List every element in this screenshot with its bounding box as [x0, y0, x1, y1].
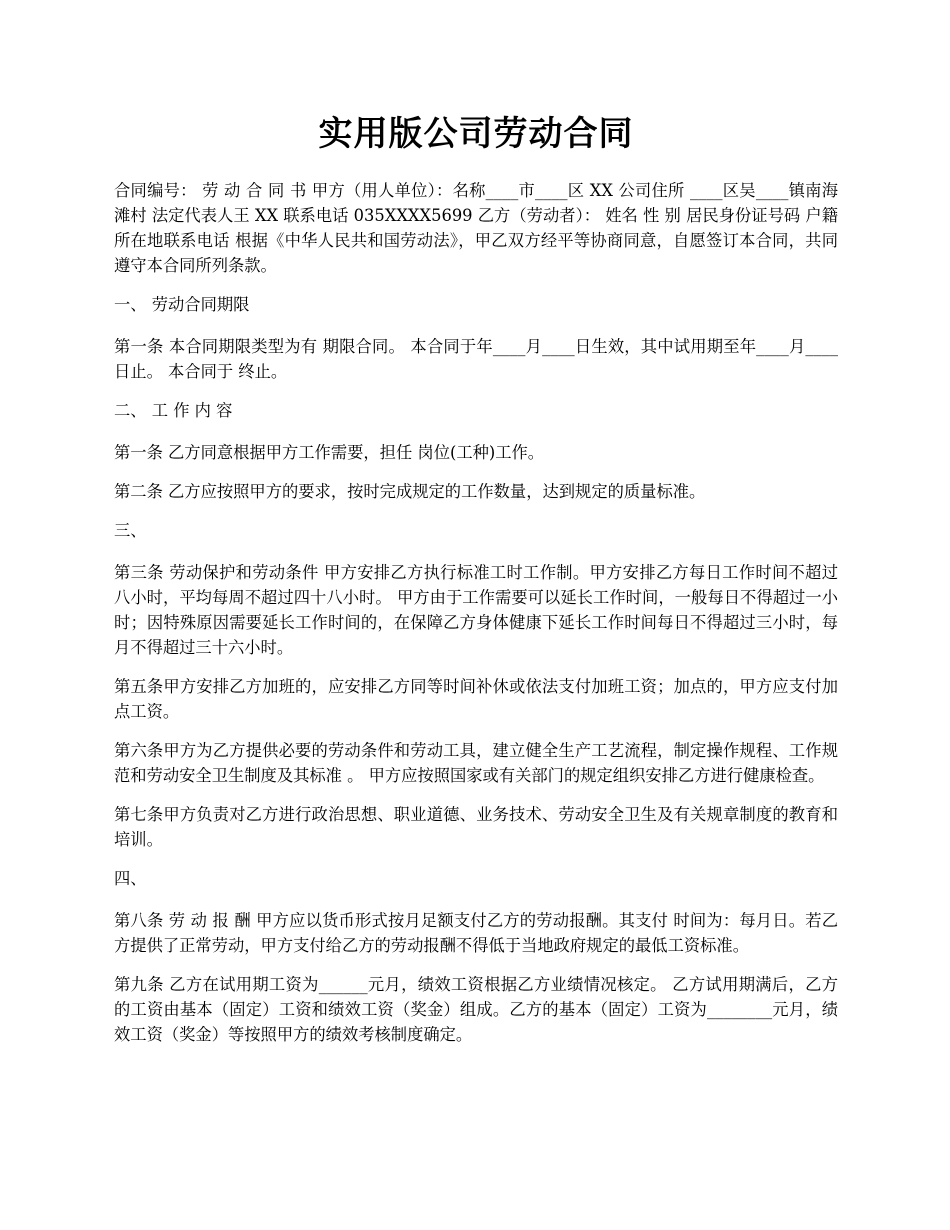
preamble-paragraph: 合同编号： 劳 动 合 同 书 甲方（用人单位）：名称____市____区 XX 公司住所 ____区吴____镇南海滩村 法定代表人王 XX 联系电话 035XXXX5699 乙方（劳动者）： 姓名 性 别 居民身份证号码 户籍所在地联系电话 根据《中华人民共和国劳动法》，甲乙双方经平等协商同意，自愿签订本合同，共同遵守本合同所列条款。	[114, 181, 838, 275]
article-paragraph: 第三条 劳动保护和劳动条件 甲方安排乙方执行标准工时工作制。甲方安排乙方每日工作时间不超过八小时，平均每周不超过四十八小时。 甲方由于工作需要可以延长工作时间，一般每日不得超过一小时；因特殊原因需要延长工作时间的，在保障乙方身体健康下延长工作时间每日不得超过三小时，每月不得超过三十六小时。	[114, 563, 838, 657]
article-paragraph: 第五条甲方安排乙方加班的，应安排乙方同等时间补休或依法支付加班工资；加点的，甲方应支付加点工资。	[114, 677, 838, 721]
section-heading-3: 三、	[114, 521, 147, 540]
article-paragraph: 第九条 乙方在试用期工资为______元月，绩效工资根据乙方业绩情况核定。 乙方试用期满后，乙方的工资由基本（固定）工资和绩效工资（奖金）组成。乙方的基本（固定）工资为________元月，绩效工资（奖金）等按照甲方的绩效考核制度确定。	[114, 975, 838, 1044]
article-paragraph: 第一条 乙方同意根据甲方工作需要，担任 岗位(工种)工作。	[114, 443, 545, 462]
section-heading-2: 二、 工 作 内 容	[114, 401, 233, 420]
article-paragraph: 第七条甲方负责对乙方进行政治思想、职业道德、业务技术、劳动安全卫生及有关规章制度的教育和培训。	[114, 805, 838, 849]
document-title: 实用版公司劳动合同	[318, 114, 634, 154]
section-heading-4: 四、	[114, 869, 147, 888]
article-paragraph: 第六条甲方为乙方提供必要的劳动条件和劳动工具，建立健全生产工艺流程，制定操作规程、工作规范和劳动安全卫生制度及其标准 。 甲方应按照国家或有关部门的规定组织安排乙方进行健康检查。	[114, 741, 838, 785]
article-paragraph: 第八条 劳 动 报 酬 甲方应以货币形式按月足额支付乙方的劳动报酬。其支付 时间为：每月日。若乙方提供了正常劳动，甲方支付给乙方的劳动报酬不得低于当地政府规定的最低工资标准。	[114, 911, 838, 955]
article-paragraph: 第二条 乙方应按照甲方的要求，按时完成规定的工作数量，达到规定的质量标准。	[114, 482, 706, 501]
section-heading-1: 一、 劳动合同期限	[114, 295, 250, 314]
article-paragraph: 第一条 本合同期限类型为有 期限合同。 本合同于年____月____日生效，其中试用期至年____月____日止。 本合同于 终止。	[114, 337, 838, 381]
